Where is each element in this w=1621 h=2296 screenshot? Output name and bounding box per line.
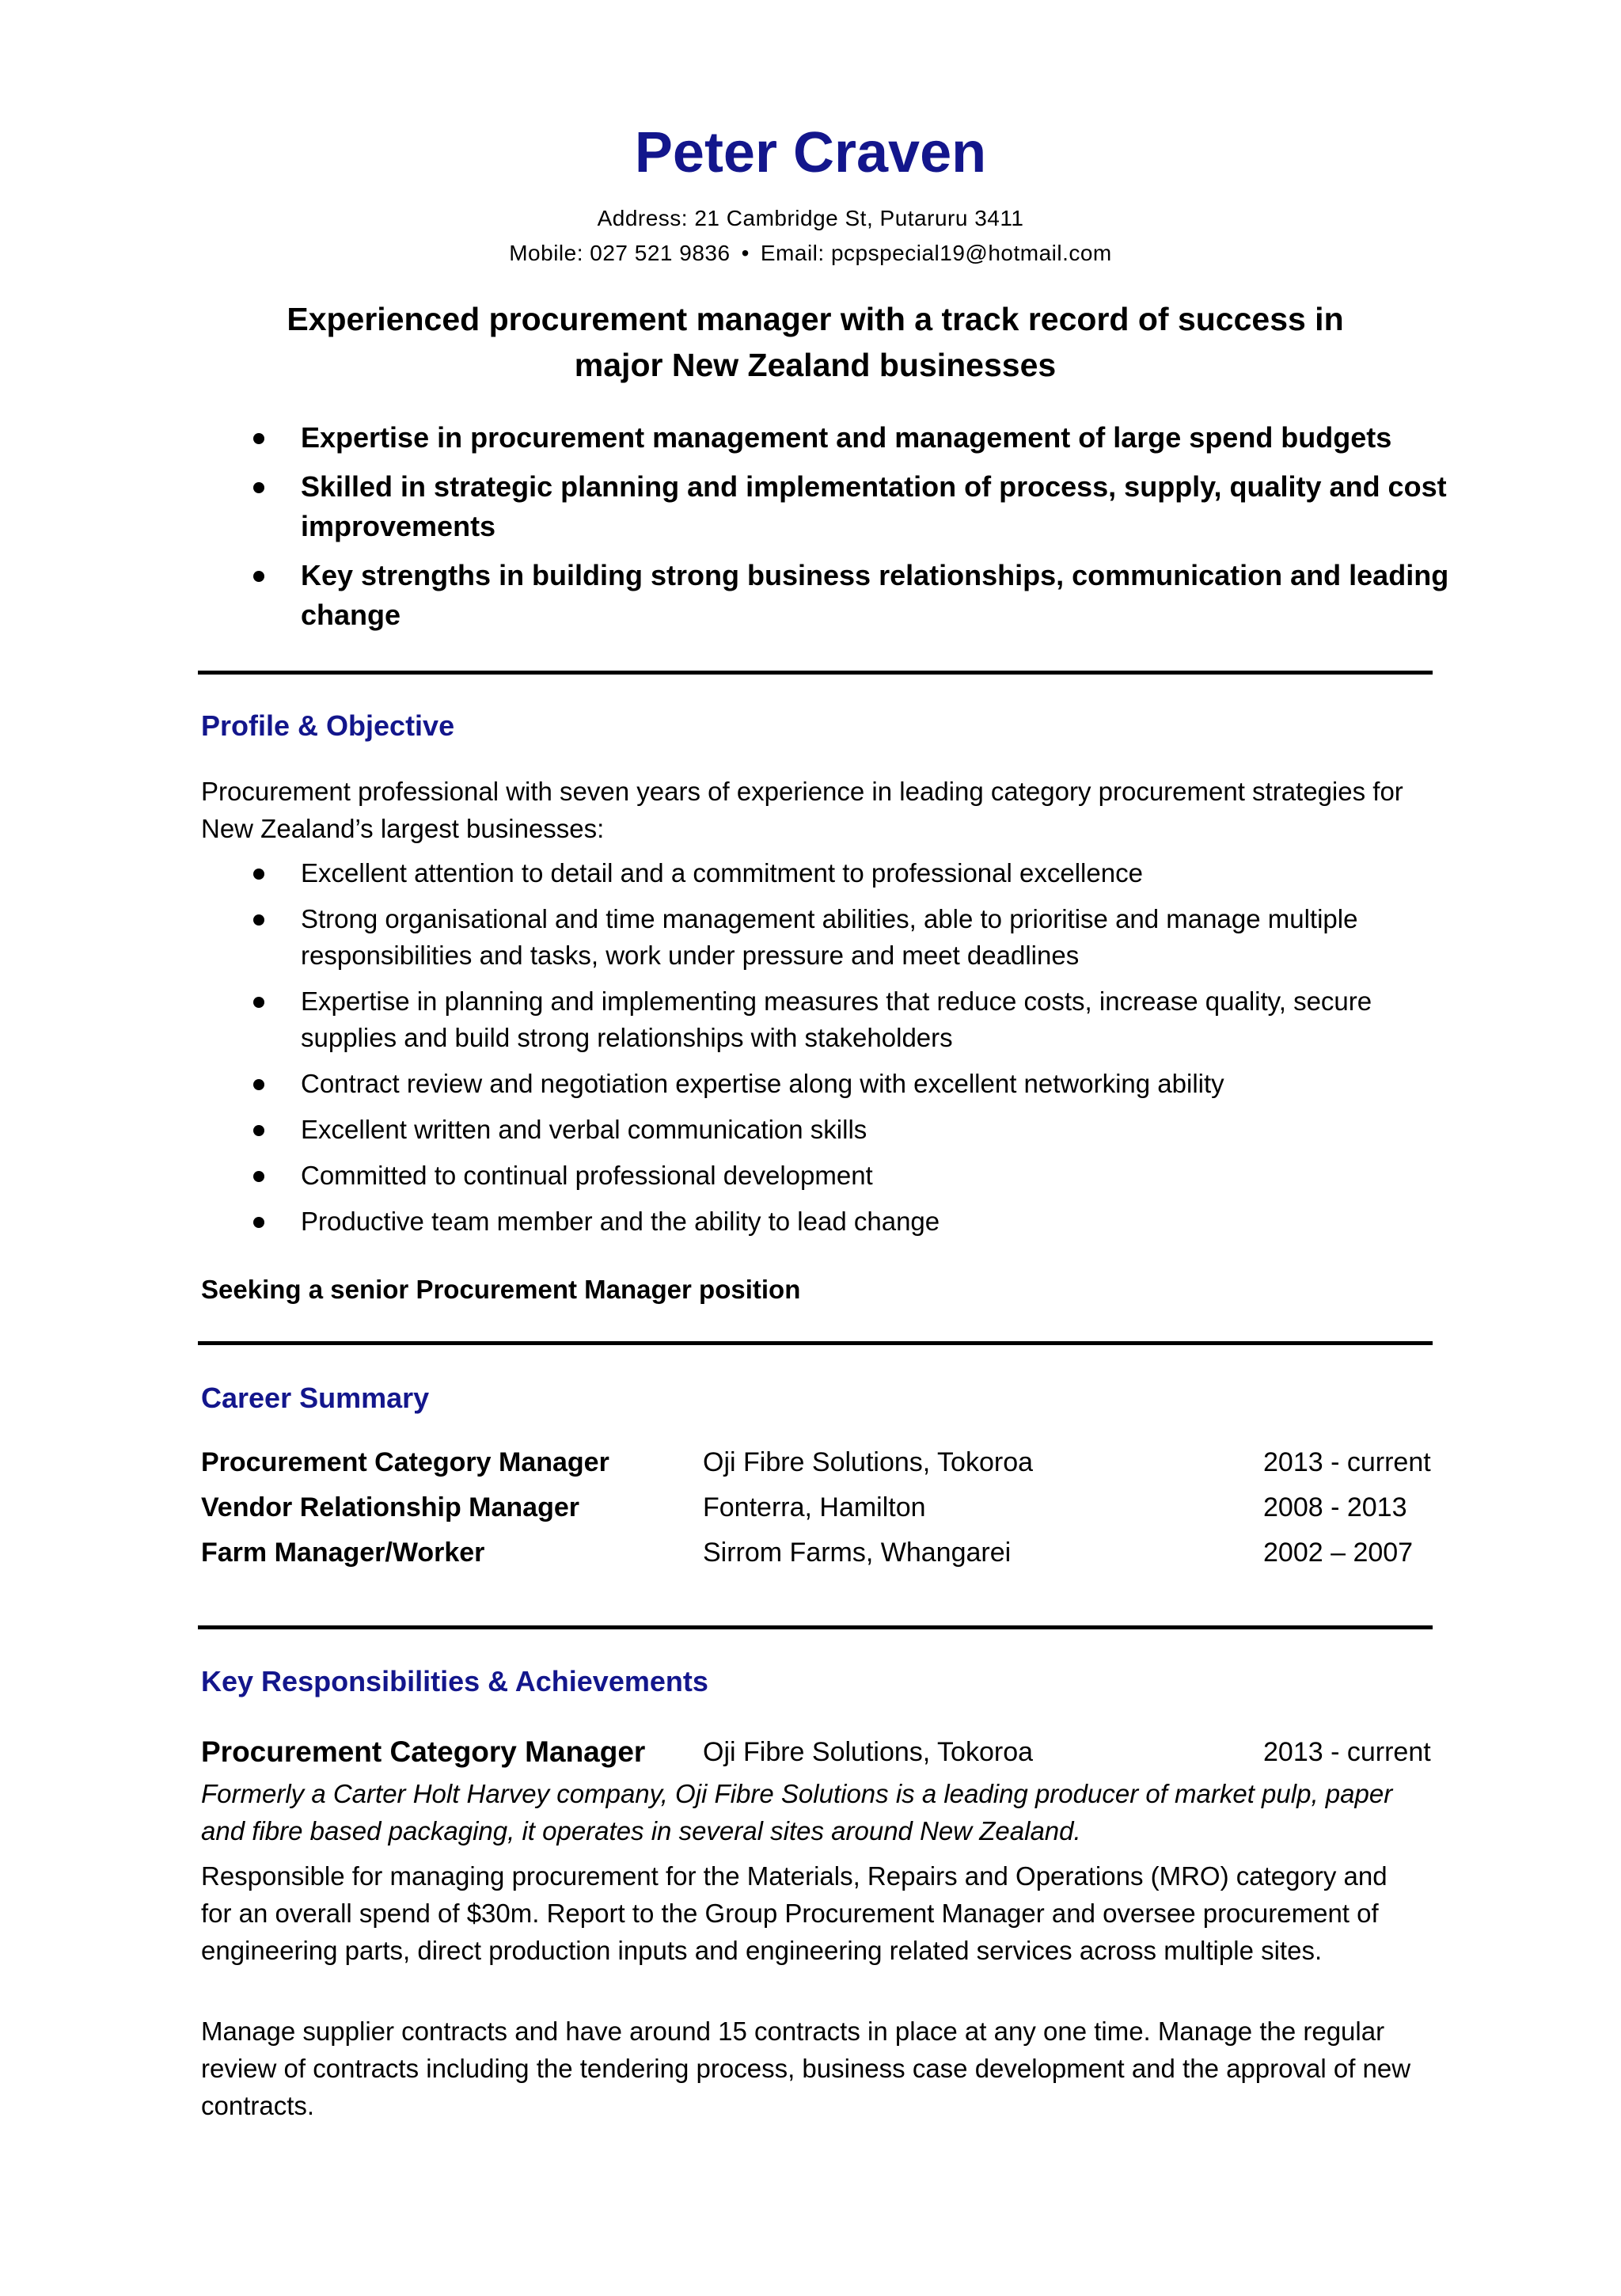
headline-line-2: major New Zealand businesses (574, 347, 1057, 383)
bullet-icon (253, 869, 264, 880)
list-item: Strong organisational and time management abilities, able to prioritise and manage multiple responsibilities and tasks, work under pressure and meet deadlines (201, 901, 1452, 974)
job-role: Procurement Category Manager (201, 1735, 646, 1768)
career-row (201, 1533, 1452, 1572)
responsibility-paragraph-1: Responsible for managing procurement for the Materials, Repairs and Operations (MRO) category and for an overall spend of $30m. Report to the Group Procurement Manager and oversee procurement of engineering parts, direct production inputs and engineering related services across multiple sites. (201, 1861, 1388, 1965)
section-divider (198, 1341, 1433, 1345)
section-divider (198, 1625, 1433, 1629)
bullet-icon (253, 1171, 264, 1182)
section-divider (198, 671, 1433, 675)
list-item: Expertise in procurement management and management of large spend budgets (201, 418, 1452, 458)
career-role: Farm Manager/Worker (201, 1538, 485, 1568)
headline (198, 296, 1433, 388)
career-role: Procurement Category Manager (201, 1447, 609, 1477)
list-item: Expertise in planning and implementing measures that reduce costs, increase quality, secure supplies and build strong relationships with stakeholders (201, 983, 1452, 1056)
responsibility-paragraph-2: Manage supplier contracts and have around 15 contracts in place at any one time. Manage the regular review of contracts including the tendering process, business case development and the approval of new contracts. (201, 2017, 1411, 2120)
bullet-icon (253, 1125, 264, 1136)
section-title-profile: Profile & Objective (201, 709, 455, 742)
address-line: Address: 21 Cambridge St, Putaruru 3411 (597, 206, 1024, 230)
candidate-name: Peter Craven (634, 121, 987, 184)
section-title-career: Career Summary (201, 1382, 430, 1414)
bullet-icon (253, 433, 264, 444)
bullet-icon (253, 997, 264, 1008)
career-row (201, 1488, 1452, 1527)
job-dates: 2013 - current (1263, 1737, 1431, 1767)
career-dates: 2013 - current (1263, 1447, 1431, 1477)
list-item: Productive team member and the ability to lead change (201, 1203, 1452, 1240)
job-company: Oji Fibre Solutions, Tokoroa (703, 1737, 1034, 1767)
bullet-icon (253, 1217, 264, 1228)
separator-bullet-icon: • (741, 241, 750, 265)
bullet-icon (253, 571, 264, 582)
list-item: Key strengths in building strong business relationships, communication and leading change (201, 556, 1452, 635)
career-company: Fonterra, Hamilton (703, 1492, 926, 1522)
contact-line (0, 238, 1621, 269)
profile-bullets-list (201, 855, 1452, 1249)
career-row (201, 1443, 1452, 1482)
section-title-responsibilities: Key Responsibilities & Achievements (201, 1665, 708, 1697)
email-address: Email: pcpspecial19@hotmail.com (760, 241, 1112, 265)
list-item: Excellent written and verbal communication skills (201, 1112, 1452, 1148)
company-description: Formerly a Carter Holt Harvey company, Oji Fibre Solutions is a leading producer of market pulp, paper and fibre based packaging, it operates in several sites around New Zealand. (201, 1779, 1393, 1846)
job-heading-row (201, 1732, 1452, 1772)
mobile-number: Mobile: 027 521 9836 (509, 241, 731, 265)
career-company: Sirrom Farms, Whangarei (703, 1538, 1012, 1568)
bullet-icon (253, 1079, 264, 1090)
seeking-statement: Seeking a senior Procurement Manager position (201, 1275, 801, 1304)
bullet-icon (253, 914, 264, 926)
key-points-list (201, 418, 1452, 644)
headline-line-1: Experienced procurement manager with a track record of success in (287, 301, 1344, 337)
profile-intro: Procurement professional with seven years of experience in leading category procurement strategies for New Zealand’s largest businesses: (201, 777, 1403, 843)
list-item: Excellent attention to detail and a commitment to professional excellence (201, 855, 1452, 891)
list-item: Contract review and negotiation expertise along with excellent networking ability (201, 1066, 1452, 1102)
list-item: Committed to continual professional development (201, 1158, 1452, 1194)
career-company: Oji Fibre Solutions, Tokoroa (703, 1447, 1034, 1477)
career-role: Vendor Relationship Manager (201, 1492, 579, 1522)
career-dates: 2008 - 2013 (1263, 1492, 1407, 1522)
career-dates: 2002 – 2007 (1263, 1538, 1414, 1568)
bullet-icon (253, 482, 264, 493)
list-item: Skilled in strategic planning and implementation of process, supply, quality and cost improvements (201, 467, 1452, 546)
